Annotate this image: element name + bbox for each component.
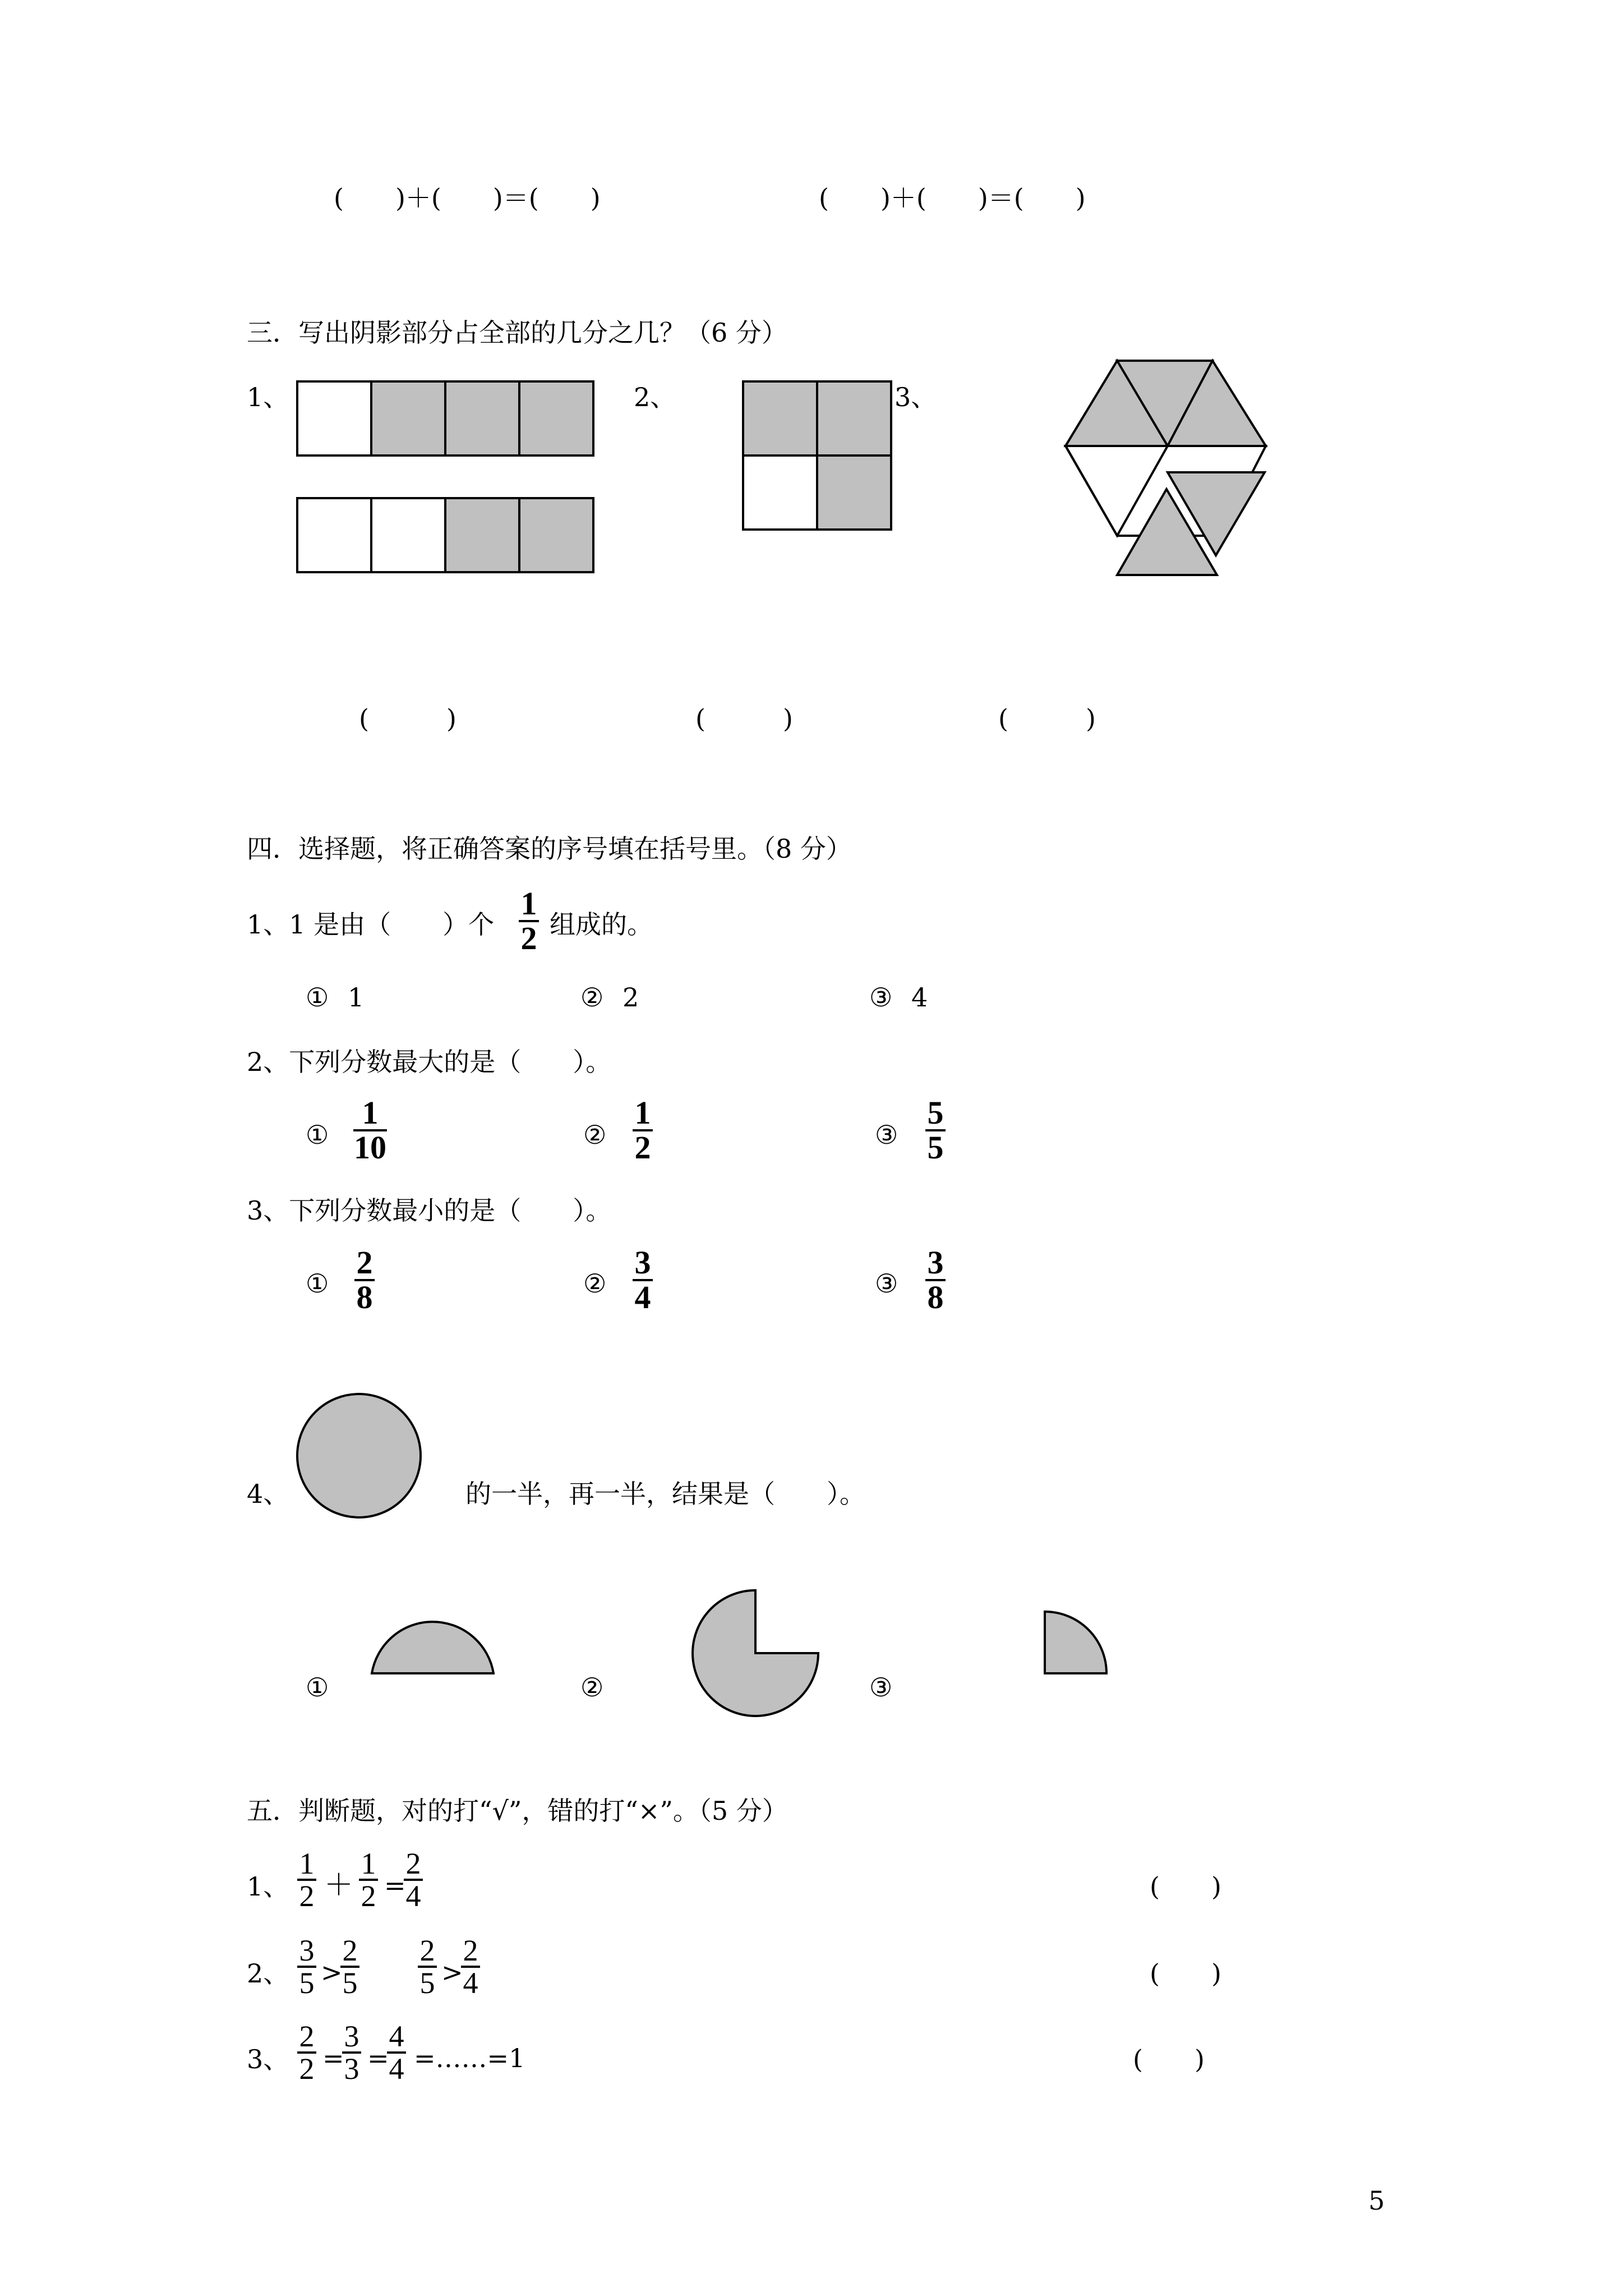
fraction-denominator: 5 (927, 1129, 944, 1166)
q4-1-option-3-mark: ③ (869, 982, 893, 1013)
q4-1-option-1-mark: ① (306, 982, 329, 1013)
q4-4-option-1-mark: ① (306, 1672, 329, 1703)
q4-1-option-3-value: 4 (911, 982, 928, 1013)
q4-1-option-2-value: 2 (623, 982, 639, 1013)
q5-3-fraction-a (297, 2021, 316, 2084)
q4-2-option-2-mark: ② (583, 1120, 607, 1150)
q5-3-op2: = (367, 2043, 389, 2073)
q4-3-text: 3、下列分数最小的是（ ）。 (247, 1195, 612, 1226)
fraction-numerator: 2 (463, 1934, 478, 1967)
q5-1-op1: ＋ (324, 1869, 354, 1902)
q5-2-answer: ( ) (1150, 1958, 1221, 1989)
q4-3-option-1-mark: ① (306, 1268, 329, 1299)
q5-3-answer: ( ) (1133, 2044, 1205, 2074)
q5-1-fraction-b (359, 1848, 378, 1911)
section3-answer-2: ( ) (695, 703, 793, 734)
fraction-denominator: 2 (299, 1879, 315, 1913)
fraction-numerator: 1 (520, 885, 537, 922)
fraction-denominator: 4 (463, 1966, 478, 2000)
section3-label-1: 1、 (247, 382, 289, 412)
q4-2-option-1-fraction (353, 1094, 387, 1166)
q4-4-option-1-semicircle (370, 1607, 496, 1677)
q5-2-label: 2、 (247, 1958, 289, 1989)
fraction-denominator: 2 (634, 1129, 651, 1166)
fraction-denominator: 2 (299, 2052, 315, 2086)
section3-title: 三．写出阴影部分占全部的几分之几？（6 分） (247, 318, 787, 348)
q4-4-label: 4、 (247, 1479, 289, 1509)
q5-2-fraction-c (418, 1935, 437, 1998)
fraction-denominator: 5 (419, 1966, 435, 2000)
q4-1-option-2-mark: ② (580, 982, 604, 1013)
q5-3-tail: =……=1 (414, 2043, 525, 2073)
top-expression-left: ( )＋( )＝( ) (334, 183, 601, 213)
q4-3-option-3-mark: ③ (875, 1268, 898, 1299)
fraction-denominator: 2 (361, 1879, 376, 1913)
q4-1-fraction (519, 887, 539, 955)
section3-label-3: 3、 (895, 382, 937, 412)
q4-3-option-3-fraction (925, 1246, 946, 1314)
fraction-numerator: 3 (927, 1244, 944, 1281)
q4-2-text: 2、下列分数最大的是（ ）。 (247, 1047, 612, 1077)
fraction-numerator: 4 (389, 2019, 404, 2053)
q5-2-fraction-a (297, 1935, 316, 1998)
q4-2-option-2-fraction (633, 1094, 653, 1166)
section4-title: 四．选择题，将正确答案的序号填在括号里。（8 分） (247, 834, 852, 864)
q4-2-option-3-mark: ③ (875, 1120, 898, 1150)
top-expression-right: ( )＋( )＝( ) (819, 183, 1086, 213)
fraction-denominator: 5 (299, 1966, 315, 2000)
q5-2-op1: > (321, 1957, 343, 1987)
fraction-denominator: 8 (927, 1279, 944, 1315)
fraction-denominator: 4 (389, 2052, 404, 2086)
fraction-numerator: 2 (356, 1244, 373, 1281)
fraction-numerator: 2 (419, 1934, 435, 1967)
q5-2-fraction-b (340, 1935, 359, 1998)
q4-3-option-2-mark: ② (583, 1268, 607, 1299)
figure-3-hexagon (1060, 359, 1267, 583)
q5-2-op2: > (441, 1957, 463, 1987)
figure-1-bars (297, 381, 600, 578)
q4-1-option-1-value: 1 (348, 982, 365, 1013)
q4-1-suffix: 组成的。 (550, 909, 653, 940)
q4-4-option-2-three-quarter (690, 1588, 822, 1719)
fraction-denominator: 3 (344, 2052, 359, 2086)
fraction-numerator: 1 (299, 1847, 315, 1880)
q5-3-label: 3、 (247, 2044, 289, 2074)
fraction-numerator: 3 (299, 1934, 315, 1967)
fraction-denominator: 4 (634, 1279, 651, 1315)
q4-4-option-2-mark: ② (580, 1672, 604, 1703)
q5-2-fraction-d (461, 1935, 480, 1998)
q4-4-option-3-quarter (1043, 1607, 1116, 1680)
q4-1-prefix: 1、1 是由（ ）个 (247, 909, 495, 940)
q4-4-option-3-mark: ③ (869, 1672, 893, 1703)
q4-3-option-1-fraction (354, 1246, 375, 1314)
q4-2-option-3-fraction (925, 1094, 946, 1166)
fraction-numerator: 3 (344, 2019, 359, 2053)
fraction-numerator: 2 (299, 2019, 315, 2053)
section5-title: 五．判断题，对的打“√”，错的打“×”。（5 分） (247, 1796, 788, 1826)
fraction-numerator: 5 (927, 1094, 944, 1131)
fraction-denominator: 8 (356, 1279, 373, 1315)
page-number: 5 (1368, 2185, 1385, 2216)
q5-1-fraction-a (297, 1848, 316, 1911)
fraction-denominator: 5 (342, 1966, 358, 2000)
fraction-numerator: 1 (634, 1094, 651, 1131)
q5-1-fraction-c (404, 1848, 423, 1911)
fraction-numerator: 1 (362, 1094, 379, 1131)
fraction-denominator: 10 (354, 1129, 386, 1166)
section3-label-2: 2、 (634, 382, 676, 412)
figure-2-grid (743, 381, 895, 533)
fraction-numerator: 1 (361, 1847, 376, 1880)
q4-4-circle (294, 1391, 423, 1520)
fraction-denominator: 2 (520, 920, 537, 956)
q4-3-option-2-fraction (633, 1246, 653, 1314)
q5-1-op2: = (384, 1870, 406, 1901)
q5-3-fraction-b (342, 2021, 361, 2084)
q4-2-option-1-mark: ① (306, 1120, 329, 1150)
q5-3-op1: = (322, 2043, 344, 2073)
fraction-numerator: 2 (405, 1847, 421, 1880)
section3-answer-1: ( ) (359, 703, 457, 734)
q5-1-label: 1、 (247, 1871, 289, 1902)
q4-4-text: 的一半，再一半，结果是（ ）。 (465, 1479, 865, 1509)
fraction-numerator: 2 (342, 1934, 358, 1967)
q5-1-answer: ( ) (1150, 1871, 1221, 1902)
fraction-denominator: 4 (405, 1879, 421, 1913)
section3-answer-3: ( ) (998, 703, 1096, 734)
q5-3-fraction-c (387, 2021, 406, 2084)
fraction-numerator: 3 (634, 1244, 651, 1281)
